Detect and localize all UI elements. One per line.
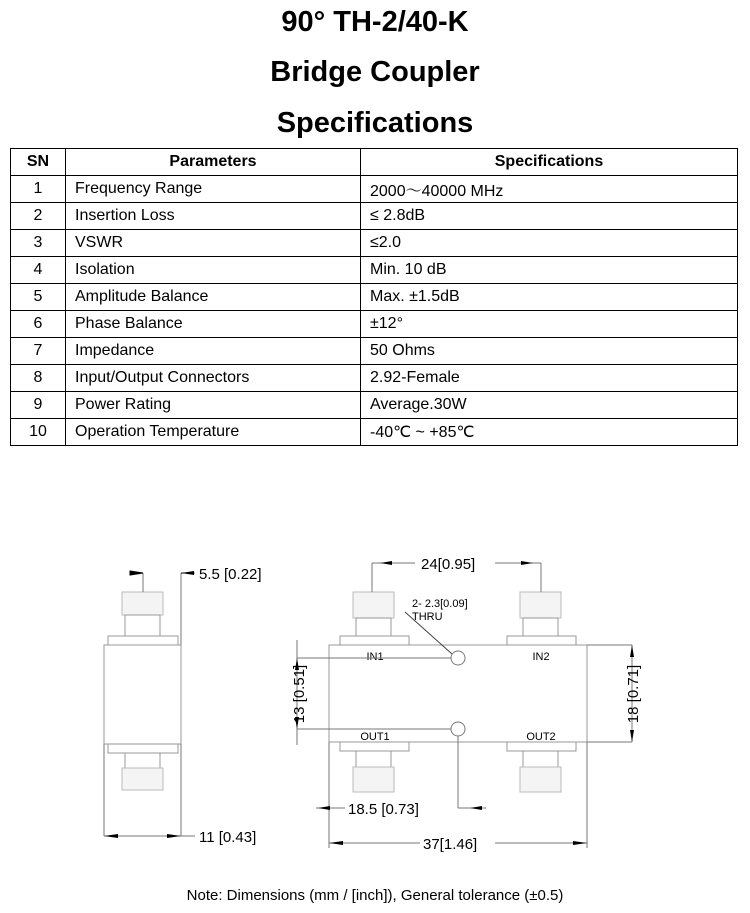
- row-specification: -40℃ ~ +85℃: [361, 419, 738, 446]
- row-parameter: Insertion Loss: [66, 203, 361, 230]
- row-parameter: Power Rating: [66, 392, 361, 419]
- title-product: Bridge Coupler: [270, 56, 480, 88]
- row-specification: Max. ±1.5dB: [361, 284, 738, 311]
- row-sn: 7: [11, 338, 66, 365]
- header-sn: SN: [11, 149, 66, 176]
- overall-width-dimension: 37[1.46]: [423, 836, 478, 853]
- row-specification: ±12°: [361, 311, 738, 338]
- row-specification: 2000～40000 MHz: [361, 176, 738, 203]
- row-specification: ≤ 2.8dB: [361, 203, 738, 230]
- row-parameter: Operation Temperature: [66, 419, 361, 446]
- row-parameter: Input/Output Connectors: [66, 365, 361, 392]
- row-specification: Average.30W: [361, 392, 738, 419]
- row-specification: Min. 10 dB: [361, 257, 738, 284]
- row-sn: 5: [11, 284, 66, 311]
- top-width-dimension: 24[0.95]: [421, 556, 476, 573]
- top-view: [291, 556, 642, 853]
- row-sn: 2: [11, 203, 66, 230]
- side-view: [104, 566, 262, 846]
- header-parameters: Parameters: [66, 149, 361, 176]
- row-specification: 50 Ohms: [361, 338, 738, 365]
- side-top-dimension: 5.5 [0.22]: [199, 566, 262, 583]
- row-sn: 8: [11, 365, 66, 392]
- port-out2-label: OUT2: [526, 731, 556, 743]
- row-specification: 2.92-Female: [361, 365, 738, 392]
- port-out1-label: OUT1: [360, 731, 390, 743]
- row-specification: ≤2.0: [361, 230, 738, 257]
- port-in2-label: IN2: [532, 651, 550, 663]
- row-sn: 3: [11, 230, 66, 257]
- row-sn: 10: [11, 419, 66, 446]
- hole-offset-dimension: 18.5 [0.73]: [348, 801, 419, 818]
- dimensions-note: Note: Dimensions (mm / [inch]), General tolerance (±0.5): [186, 887, 564, 904]
- title-model: 90° TH-2/40-K: [281, 6, 469, 38]
- port-in1-label: IN1: [366, 651, 384, 663]
- row-sn: 6: [11, 311, 66, 338]
- row-parameter: Amplitude Balance: [66, 284, 361, 311]
- row-parameter: Phase Balance: [66, 311, 361, 338]
- row-parameter: VSWR: [66, 230, 361, 257]
- row-parameter: Impedance: [66, 338, 361, 365]
- row-parameter: Frequency Range: [66, 176, 361, 203]
- row-parameter: Isolation: [66, 257, 361, 284]
- hole-note-thru: THRU: [412, 611, 443, 623]
- hole-note: 2- 2.3[0.09]: [412, 598, 468, 610]
- header-specifications: Specifications: [361, 149, 738, 176]
- right-height-dimension: 18 [0.71]: [625, 664, 642, 724]
- side-bottom-dimension: 11 [0.43]: [199, 829, 257, 846]
- row-sn: 4: [11, 257, 66, 284]
- left-height-dimension: 13 [0.51]: [291, 664, 308, 724]
- row-sn: 9: [11, 392, 66, 419]
- title-specifications: Specifications: [276, 107, 474, 139]
- row-sn: 1: [11, 176, 66, 203]
